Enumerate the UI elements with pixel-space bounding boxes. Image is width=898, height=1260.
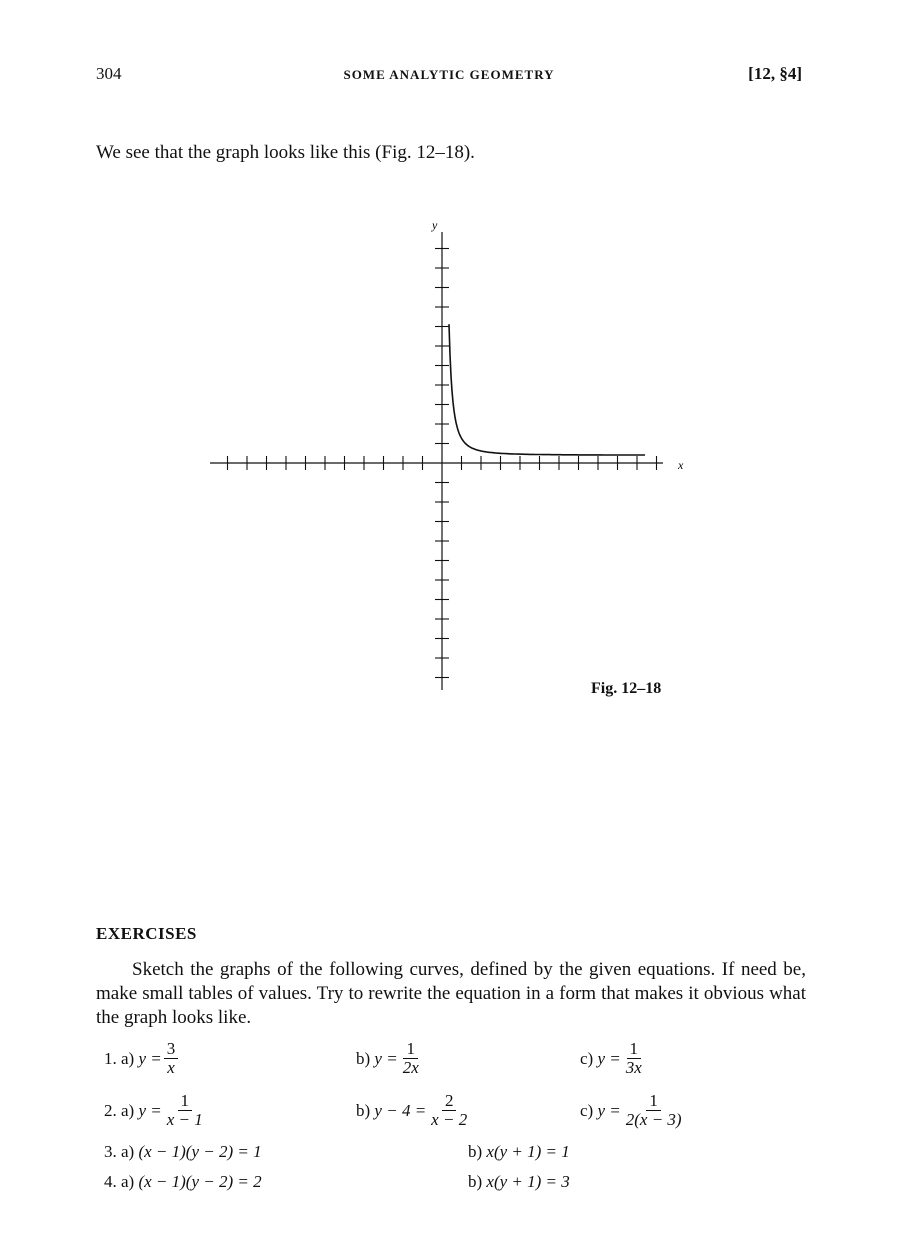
section-reference: [12, §4] — [748, 64, 802, 83]
exercise-3a: 3. a) (x − 1)(y − 2) = 1 — [104, 1142, 262, 1161]
exercise-1c: c) y = $\frac{1}{3x}$ — [580, 1040, 647, 1077]
running-title: SOME ANALYTIC GEOMETRY — [343, 67, 555, 82]
axes — [210, 232, 663, 690]
fraction: $\frac{1}{x - 1}$ — [166, 1091, 203, 1129]
hyperbola-curve — [449, 324, 645, 455]
figure-caption: Fig. 12–18 — [591, 680, 662, 697]
exercise-4b: b) x(y + 1) = 3 — [468, 1172, 570, 1191]
instructions-text: Sketch the graphs of the following curves, defined by the given equations. If need be, make small tables of values. Try to rewrite the equation in a form that makes it obvious what the graph looks like. — [96, 959, 806, 1028]
intro-sentence: We see that the graph looks like this (Fig. 12–18). — [96, 142, 475, 163]
x-axis-label: x — [678, 458, 684, 472]
exercise-1a: 1. a) y = $\frac{3}{x}$ — [104, 1040, 180, 1077]
exercises-heading: EXERCISES — [96, 924, 197, 943]
fraction: $\frac{1}{3x}$ — [625, 1039, 642, 1077]
fraction: $\frac{2}{x - 2}$ — [431, 1091, 468, 1129]
fraction: $\frac{1}{2(x - 3)}$ — [625, 1091, 682, 1129]
exercises-instructions — [96, 958, 806, 1030]
exercise-3b: b) x(y + 1) = 1 — [468, 1142, 570, 1161]
exercise-1b: b) y = $\frac{1}{2x}$ — [356, 1040, 424, 1077]
exercise-2b: b) y − 4 = $\frac{2}{x - 2}$ — [356, 1092, 472, 1129]
hyperbola-graph — [200, 212, 690, 692]
page-number: 304 — [96, 64, 122, 83]
y-axis-label: y — [432, 218, 438, 232]
fraction: $\frac{1}{2x}$ — [402, 1039, 419, 1077]
fraction: $\frac{3}{x}$ — [164, 1040, 179, 1077]
exercise-2c: c) y = $\frac{1}{2(x - 3)}$ — [580, 1092, 687, 1129]
exercise-4a: 4. a) (x − 1)(y − 2) = 2 — [104, 1172, 262, 1191]
exercise-2a: 2. a) y = $\frac{1}{x - 1}$ — [104, 1092, 208, 1129]
